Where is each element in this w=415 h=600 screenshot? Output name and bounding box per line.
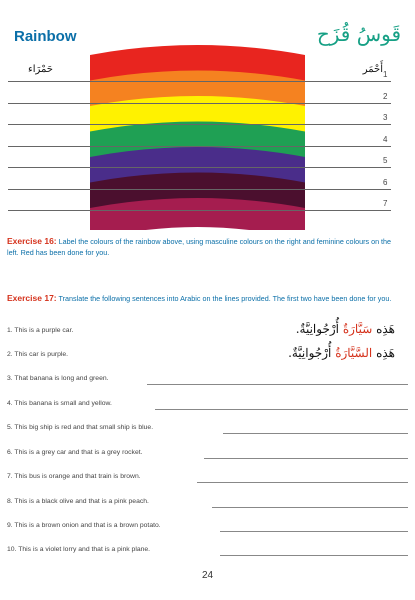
translation-line[interactable] [220, 555, 408, 556]
line-number: 6 [383, 177, 388, 187]
answer-line [8, 189, 391, 190]
page-number: 24 [201, 570, 214, 581]
exercise-16-instructions: Label the colours of the rainbow above, using masculine colours on the right and feminine colours on the left. Red has been done for you. [7, 237, 392, 257]
masculine-example-label: أَحْمَر [362, 64, 383, 75]
answer-2-word-1: هَذِه [376, 346, 395, 360]
translation-line[interactable] [155, 409, 408, 410]
translation-line[interactable] [147, 384, 408, 385]
arabic-title: قَوسُ قُزَح [316, 22, 401, 46]
rainbow-illustration [0, 0, 415, 230]
translation-line[interactable] [212, 507, 408, 508]
answer-line [8, 167, 391, 168]
sentence-4: 4. This banana is small and yellow. [7, 400, 112, 407]
translation-line[interactable] [204, 458, 408, 459]
answer-1-word-2: سَيَّارَةٌ [342, 322, 373, 336]
answer-2-word-2: السَّيَّارَةُ [335, 346, 373, 360]
answer-line [8, 210, 391, 211]
sentence-1: 1. This is a purple car. [7, 327, 74, 334]
exercise-16-label: Exercise 16: [7, 236, 57, 246]
sentence-10: 10. This is a violet lorry and that is a pink plane. [7, 546, 151, 553]
translation-line[interactable] [223, 433, 408, 434]
exercise-16 [7, 236, 402, 258]
answer-line [8, 81, 391, 82]
answer-line [8, 124, 391, 125]
feminine-example-label: حَمْرَاء [28, 64, 53, 75]
sentence-6: 6. This is a grey car and that is a grey rocket. [7, 449, 143, 456]
translation-line[interactable] [197, 482, 408, 483]
answer-line [8, 103, 391, 104]
line-number: 5 [383, 156, 388, 165]
sentence-2: 2. This car is purple. [7, 351, 69, 358]
line-number: 4 [383, 134, 388, 144]
exercise-17-instructions: Translate the following sentences into Arabic on the lines provided. The first two have been done for you. [58, 294, 392, 303]
line-number: 2 [383, 91, 388, 101]
page-title: Rainbow [14, 28, 77, 45]
answer-1-word-1: هَذِه [376, 322, 395, 336]
line-number: 7 [383, 199, 388, 208]
translation-line[interactable] [220, 531, 408, 532]
answer-2-arabic [288, 346, 395, 360]
line-number: 1 [383, 70, 388, 79]
sentence-5: 5. This big ship is red and that small ship is blue. [7, 424, 154, 431]
sentence-3: 3. That banana is long and green. [7, 375, 109, 382]
answer-1-arabic [296, 322, 395, 336]
answer-2-word-3: أُرْجُوانِيَّةٌ. [288, 346, 332, 360]
answer-line [8, 146, 391, 147]
sentence-7: 7. This bus is orange and that train is brown. [7, 473, 141, 480]
answer-1-word-3: أُرْجُوانِيَّةٌ. [295, 322, 339, 336]
exercise-17 [7, 293, 402, 304]
sentence-8: 8. This is a black olive and that is a pink peach. [7, 498, 149, 505]
sentence-9: 9. This is a brown onion and that is a brown potato. [7, 522, 161, 529]
line-number: 3 [383, 113, 388, 122]
exercise-17-label: Exercise 17: [7, 293, 57, 303]
